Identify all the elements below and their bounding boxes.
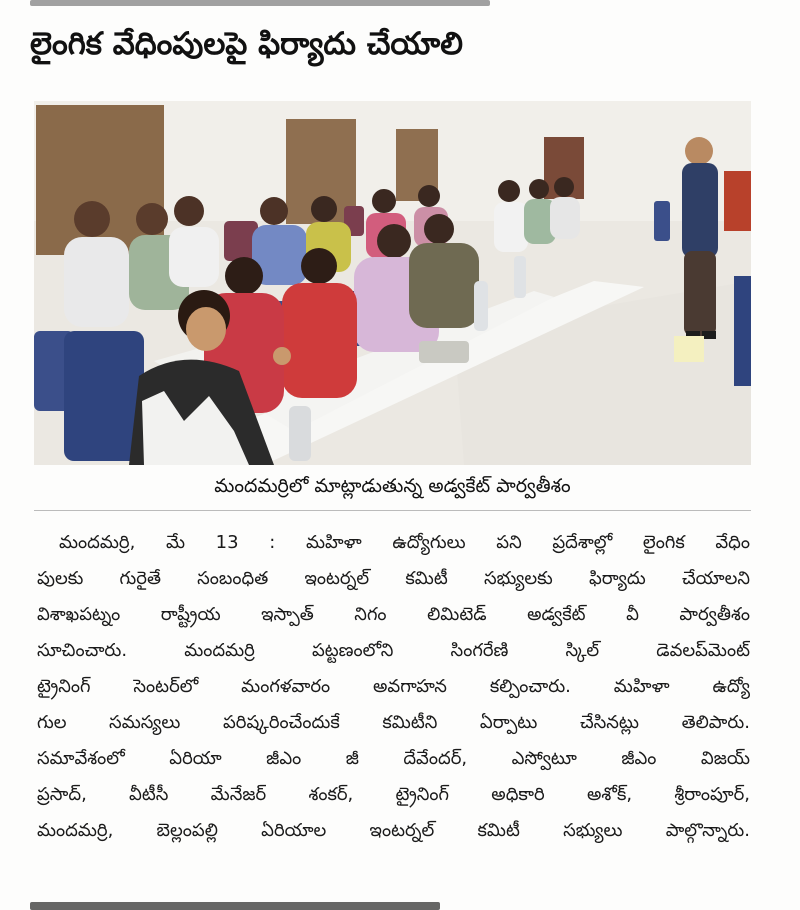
body-line: గుల సమస్యలు పరిష్కరించేందుకే కమిటీని ఏర్పాటు చేసినట్లు తెలిపారు. [37, 712, 750, 733]
article-headline: లైంగిక వేధింపులపై ఫిర్యాదు చేయాలి [30, 26, 463, 62]
photo-caption: మందమర్రిలో మాట్లాడుతున్న అడ్వకేట్ పార్వతీశం [214, 475, 571, 497]
body-line: విశాఖపట్నం రాష్ట్రీయ ఇస్పాత్ నిగం లిమిటెడ్ అడ్వకేట్ వీ పార్వతీశం [37, 604, 750, 625]
body-line: మందమర్రి, బెల్లంపల్లి ఏరియాల ఇంటర్నల్ కమిటీ సభ్యులు పాల్గొన్నారు. [37, 820, 750, 841]
body-line: ప్రసాద్, వీటీసీ మేనేజర్ శంకర్, ట్రైనింగ్ అధికారి అశోక్, శ్రీరాంపూర్, [37, 784, 750, 805]
article-body [37, 525, 750, 849]
body-line: సూచించారు. మందమర్రి పట్టణంలోని సింగరేణి స్కిల్ డెవలప్‌మెంట్ [37, 640, 750, 661]
body-line: మందమర్రి, మే 13 : మహిళా ఉద్యోగులు పని ప్రదేశాల్లో లైంగిక వేధిం [59, 532, 750, 553]
clipped-text-fragment [30, 898, 450, 910]
body-line: సమావేశంలో ఏరియా జీఎం జీ దేవేందర్, ఎస్వోటూ జీఎం విజయ్ [37, 748, 750, 769]
article-photo [34, 101, 751, 465]
body-line: ట్రైనింగ్ సెంటర్‌లో మంగళవారం అవగాహన కల్పించారు. మహిళా ఉద్యో [37, 676, 750, 697]
clipped-text-fragment [30, 0, 530, 12]
body-line: పులకు గురైతే సంబంధిత ఇంటర్నల్ కమిటీ సభ్యులకు ఫిర్యాదు చేయాలని [37, 568, 750, 589]
caption-divider [34, 510, 751, 511]
